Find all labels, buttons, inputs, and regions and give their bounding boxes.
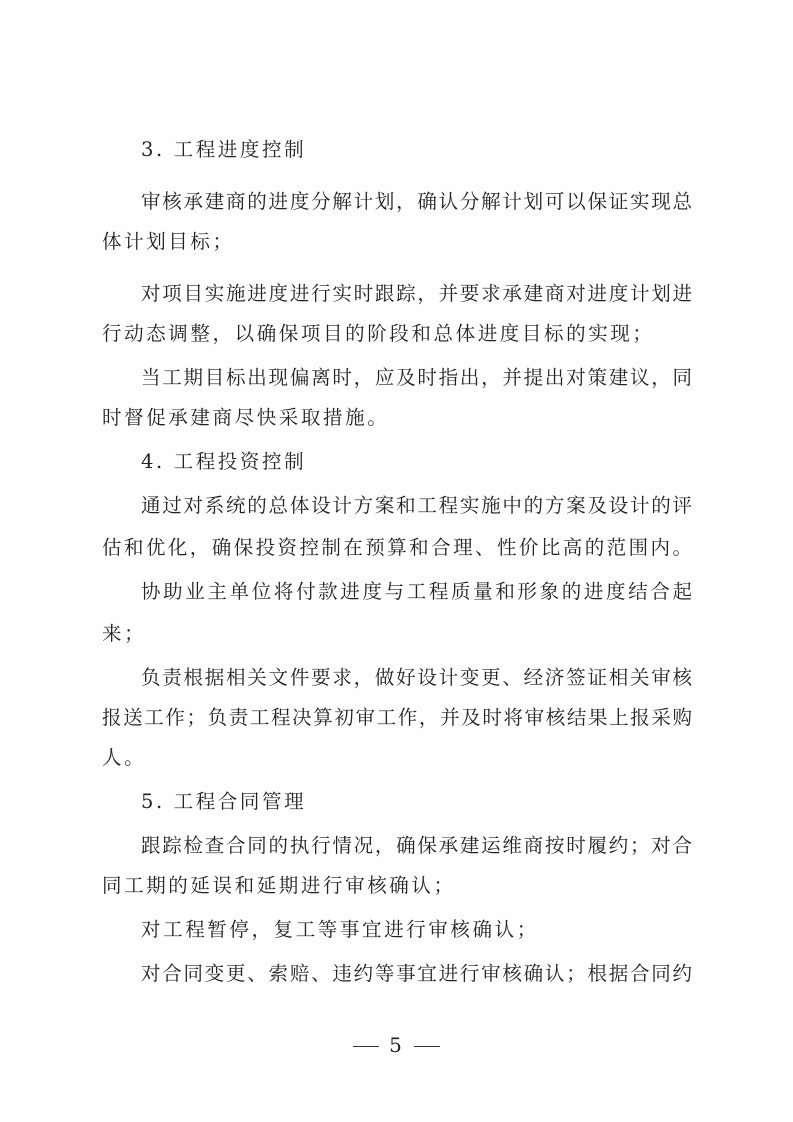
paragraph-line: 估和优化，确保投资控制在预算和合理、性价比高的范围内。 <box>102 536 692 559</box>
paragraph-line: 通过对系统的总体设计方案和工程实施中的方案及设计的评 <box>141 494 692 517</box>
dash-left <box>353 1046 379 1048</box>
section-heading-investment: 4. 工程投资控制 <box>141 450 307 473</box>
paragraph-line: 对工程暂停，复工等事宜进行审核确认； <box>141 918 539 941</box>
paragraph-line: 体计划目标； <box>102 230 235 253</box>
page-number-footer <box>0 1032 793 1058</box>
paragraph-line: 同工期的延误和延期进行审核确认； <box>102 874 456 897</box>
page-number: 5 <box>389 1033 404 1057</box>
paragraph-line: 行动态调整，以确保项目的阶段和总体进度目标的实现； <box>102 322 655 345</box>
paragraph-line: 人。 <box>102 746 147 769</box>
paragraph-line: 当工期目标出现偏离时，应及时指出，并提出对策建议，同 <box>141 366 692 389</box>
paragraph-line: 报送工作；负责工程决算初审工作，并及时将审核结果上报采购 <box>102 706 692 729</box>
paragraph-line: 跟踪检查合同的执行情况，确保承建运维商按时履约；对合 <box>141 834 692 857</box>
paragraph-line: 对项目实施进度进行实时跟踪，并要求承建商对进度计划进 <box>141 282 692 305</box>
paragraph-line: 协助业主单位将付款进度与工程质量和形象的进度结合起 <box>141 580 692 603</box>
paragraph-line: 时督促承建商尽快采取措施。 <box>102 406 390 429</box>
paragraph-line: 来； <box>102 622 147 645</box>
dash-right <box>414 1046 440 1048</box>
section-heading-progress: 3. 工程进度控制 <box>141 138 307 161</box>
paragraph-line: 对合同变更、索赔、违约等事宜进行审核确认；根据合同约 <box>141 962 692 985</box>
paragraph-line: 审核承建商的进度分解计划，确认分解计划可以保证实现总 <box>141 190 692 213</box>
paragraph-line: 负责根据相关文件要求，做好设计变更、经济签证相关审核 <box>141 666 692 689</box>
section-heading-contract: 5. 工程合同管理 <box>141 790 307 813</box>
